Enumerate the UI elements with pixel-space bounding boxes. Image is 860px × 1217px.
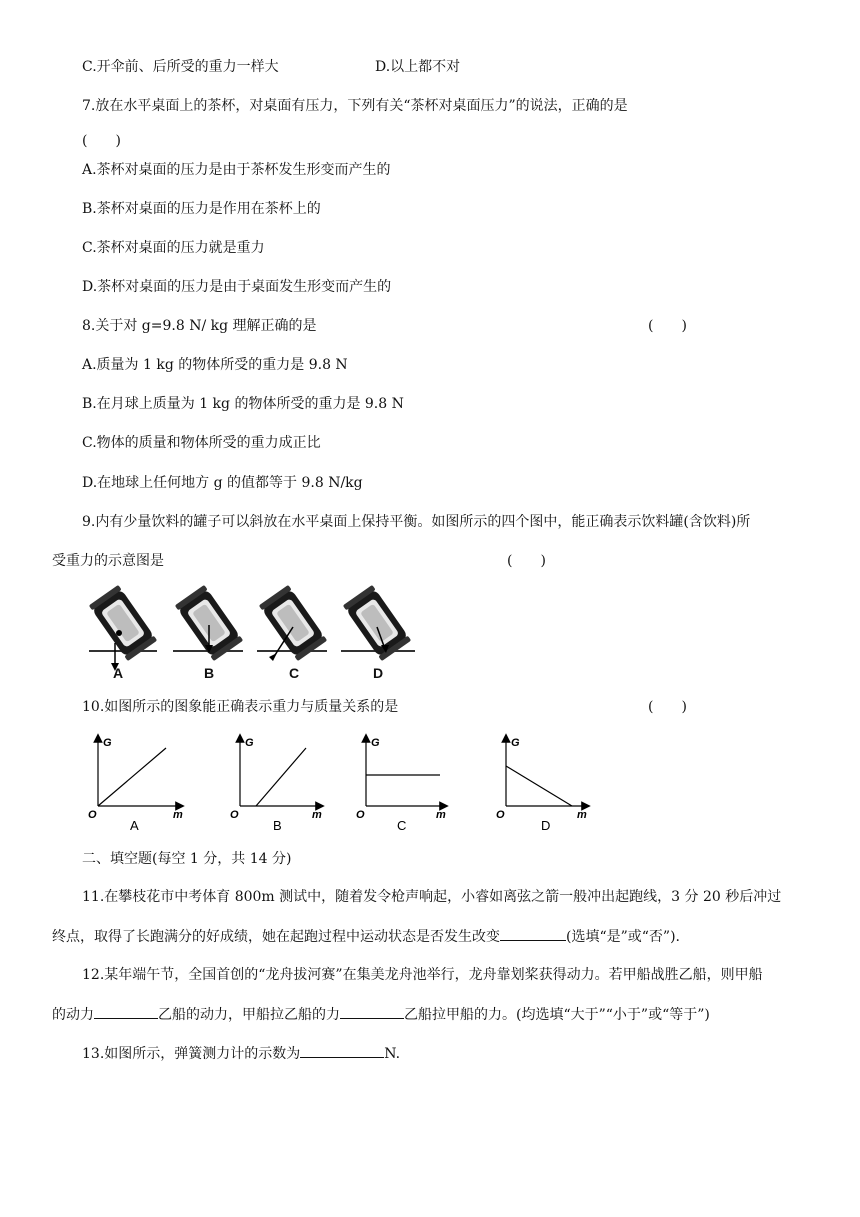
q9-label-c: C [289, 665, 300, 681]
q11-text-b: (选填“是”或“否”). [566, 929, 681, 945]
graph-a-y-label: G [103, 737, 112, 749]
can-d-icon [341, 585, 415, 661]
q6-option-d: D.以上都不对 [375, 59, 461, 75]
graph-a-x-label: m [173, 809, 183, 821]
q7-option-c: C.茶杯对桌面的压力就是重力 [82, 240, 265, 256]
graph-d-y-label: G [511, 737, 520, 749]
q13-text-a: 13.如图所示，弹簧测力计的示数为 [82, 1046, 301, 1062]
graph-b-origin: O [230, 809, 239, 821]
graph-b [230, 737, 322, 821]
graph-c-y-label: G [371, 737, 380, 749]
q8-option-d: D.在地球上任何地方 g 的值都等于 9.8 N/kg [82, 475, 363, 491]
graph-c-x-label: m [436, 809, 446, 821]
q9-answer-paren: ( ) [507, 553, 546, 569]
q7-option-b: B.茶杯对桌面的压力是作用在茶杯上的 [82, 201, 321, 217]
q12-text-b: 乙船的动力，甲船拉乙船的力 [158, 1007, 340, 1023]
q12-text-c: 乙船拉甲船的力。(均选填“大于”“小于”或“等于”) [404, 1007, 710, 1023]
can-b-icon [173, 585, 243, 661]
q8-option-b: B.在月球上质量为 1 kg 的物体所受的重力是 9.8 N [82, 396, 404, 412]
q8-stem: 8.关于对 g=9.8 N/ kg 理解正确的是 [82, 318, 317, 334]
q12-answer-blank-1[interactable] [94, 1004, 158, 1019]
graph-a-origin: O [88, 809, 97, 821]
q8-answer-paren: ( ) [648, 318, 687, 334]
q11-line1: 11.在攀枝花市中考体育 800m 测试中，随着发令枪声响起，小睿如离弦之箭一般冲出起跑线，3 分 20 秒后冲过 [82, 889, 782, 905]
q12-answer-blank-2[interactable] [340, 1004, 404, 1019]
graph-b-y-label: G [245, 737, 254, 749]
q8-option-c: C.物体的质量和物体所受的重力成正比 [82, 435, 321, 451]
graph-c-label: C [397, 818, 407, 832]
graph-a-label: A [130, 818, 139, 832]
q10-answer-paren: ( ) [648, 699, 687, 715]
q7-option-a: A.茶杯对桌面的压力是由于茶杯发生形变而产生的 [82, 162, 391, 178]
section-2-title: 二、填空题(每空 1 分，共 14 分) [82, 851, 292, 867]
q10-graph-figure [80, 732, 600, 832]
q9-label-a: A [113, 665, 124, 681]
q10-stem: 10.如图所示的图象能正确表示重力与质量关系的是 [82, 699, 399, 715]
q13-answer-blank[interactable] [300, 1043, 384, 1058]
q13-line [82, 1043, 400, 1064]
q9-label-b: B [204, 665, 215, 681]
graph-b-label: B [273, 818, 282, 832]
can-a-icon [89, 585, 157, 671]
q12-text-a: 的动力 [52, 1007, 94, 1023]
can-c-icon [257, 585, 327, 661]
q11-line2 [52, 926, 680, 947]
graph-d [496, 737, 587, 821]
q9-stem-line1: 9.内有少量饮料的罐子可以斜放在水平桌面上保持平衡。如图所示的四个图中，能正确表示饮料罐(含饮料)所 [82, 514, 751, 530]
q11-answer-blank[interactable] [500, 926, 566, 941]
q11-text-a: 终点，取得了长跑满分的好成绩，她在起跑过程中运动状态是否发生改变 [52, 929, 500, 945]
q9-stem-line2: 受重力的示意图是 [52, 553, 164, 569]
q7-stem: 7.放在水平桌面上的茶杯，对桌面有压力，下列有关“茶杯对桌面压力”的说法，正确的是 [82, 98, 628, 114]
graph-d-x-label: m [577, 809, 587, 821]
graph-a [88, 737, 183, 821]
graph-c [356, 737, 446, 821]
q7-option-d: D.茶杯对桌面的压力是由于桌面发生形变而产生的 [82, 279, 392, 295]
q7-answer-paren: ( ) [82, 133, 121, 149]
graph-d-label: D [541, 818, 551, 832]
graph-b-x-label: m [312, 809, 322, 821]
q12-line2 [52, 1004, 710, 1025]
graph-c-origin: O [356, 809, 365, 821]
q9-label-d: D [373, 665, 384, 681]
graph-d-origin: O [496, 809, 505, 821]
q13-text-b: N. [384, 1046, 401, 1062]
q12-line1: 12.某年端午节，全国首创的“龙舟拔河赛”在集美龙舟池举行，龙舟靠划桨获得动力。若甲船战胜乙船，则甲船 [82, 967, 763, 983]
q8-option-a: A.质量为 1 kg 的物体所受的重力是 9.8 N [82, 357, 348, 373]
q6-option-c: C.开伞前、后所受的重力一样大 [82, 59, 279, 75]
